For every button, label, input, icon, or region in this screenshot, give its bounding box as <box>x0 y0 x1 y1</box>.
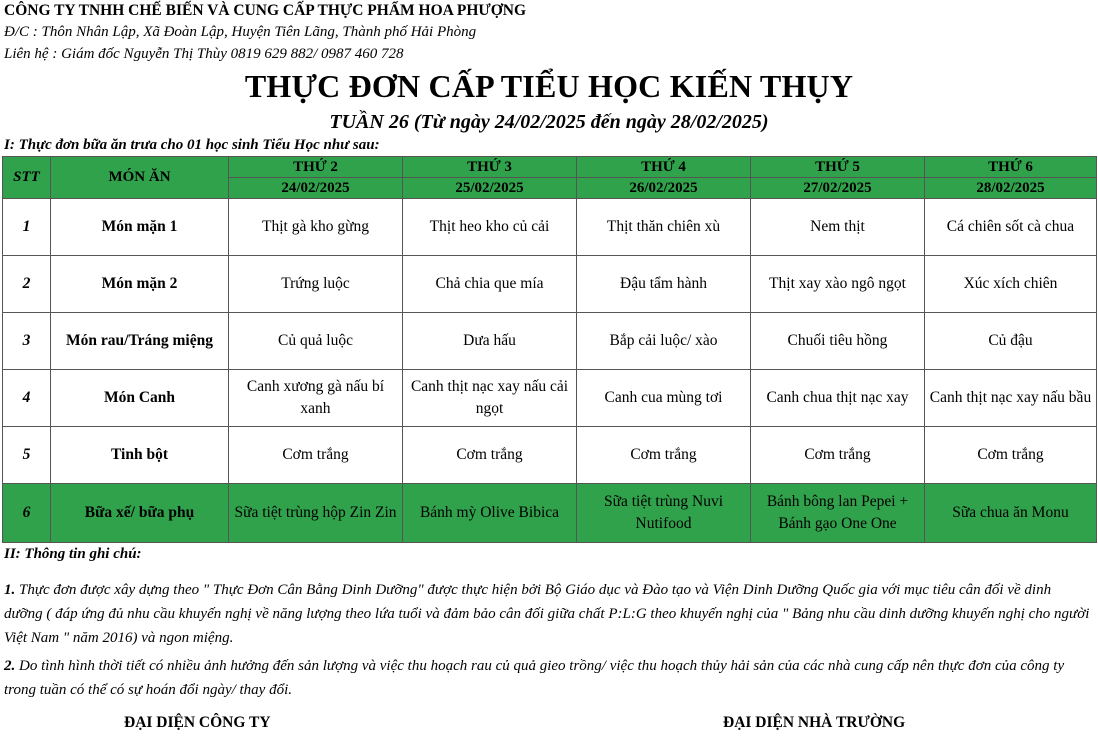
menu-cell: Củ quả luộc <box>229 313 403 370</box>
menu-cell: Thịt xay xào ngô ngọt <box>751 256 925 313</box>
menu-cell: Bắp cải luộc/ xào <box>577 313 751 370</box>
dish-category: Món mặn 2 <box>51 256 229 313</box>
menu-cell: Dưa hấu <box>403 313 577 370</box>
date-header: 28/02/2025 <box>925 178 1097 199</box>
menu-cell: Canh chua thịt nạc xay <box>751 370 925 427</box>
menu-cell: Củ đậu <box>925 313 1097 370</box>
menu-cell: Thịt heo kho củ cải <box>403 199 577 256</box>
menu-cell: Đậu tẩm hành <box>577 256 751 313</box>
menu-cell: Cơm trắng <box>751 427 925 484</box>
school-signature-label: ĐẠI DIỆN NHÀ TRƯỜNG <box>723 714 906 731</box>
table-row <box>3 370 1097 427</box>
date-header: 24/02/2025 <box>229 178 403 199</box>
menu-cell: Canh thịt nạc xay nấu bầu <box>925 370 1097 427</box>
date-header: 27/02/2025 <box>751 178 925 199</box>
row-number: 4 <box>3 370 51 427</box>
menu-cell: Canh cua mùng tơi <box>577 370 751 427</box>
menu-cell: Cơm trắng <box>229 427 403 484</box>
menu-cell: Thịt gà kho gừng <box>229 199 403 256</box>
company-address: Đ/C : Thôn Nhân Lập, Xã Đoàn Lập, Huyện Tiên Lãng, Thành phố Hải Phòng <box>4 24 477 40</box>
table-row <box>3 313 1097 370</box>
day-header: THỨ 2 <box>229 157 403 178</box>
table-row <box>3 427 1097 484</box>
menu-cell: Bánh mỳ Olive Bibica <box>403 484 577 543</box>
menu-cell: Cơm trắng <box>577 427 751 484</box>
date-header: 26/02/2025 <box>577 178 751 199</box>
section-1-heading: I: Thực đơn bữa ăn trưa cho 01 học sinh Tiểu Học như sau: <box>4 137 380 153</box>
menu-cell: Chuối tiêu hồng <box>751 313 925 370</box>
menu-cell: Sữa tiệt trùng hộp Zin Zin <box>229 484 403 543</box>
dish-category: Tinh bột <box>51 427 229 484</box>
dish-category: Món Canh <box>51 370 229 427</box>
menu-cell: Trứng luộc <box>229 256 403 313</box>
note-1 <box>4 578 1092 650</box>
day-header: THỨ 5 <box>751 157 925 178</box>
table-row <box>3 256 1097 313</box>
day-header: THỨ 4 <box>577 157 751 178</box>
row-number: 6 <box>3 484 51 543</box>
menu-cell: Thịt thăn chiên xù <box>577 199 751 256</box>
dish-header: MÓN ĂN <box>51 157 229 199</box>
menu-cell: Chả chia que mía <box>403 256 577 313</box>
date-header: 25/02/2025 <box>403 178 577 199</box>
company-signature-label: ĐẠI DIỆN CÔNG TY <box>124 714 271 731</box>
menu-table <box>2 156 1097 543</box>
note-2-number: 2. <box>4 658 16 674</box>
row-number: 1 <box>3 199 51 256</box>
row-number: 3 <box>3 313 51 370</box>
menu-cell: Sữa tiệt trùng Nuvi Nutifood <box>577 484 751 543</box>
menu-cell: Cơm trắng <box>403 427 577 484</box>
page-title: THỰC ĐƠN CẤP TIỂU HỌC KIẾN THỤY <box>244 68 854 104</box>
dish-category: Món rau/Tráng miệng <box>51 313 229 370</box>
menu-cell: Cơm trắng <box>925 427 1097 484</box>
dish-category: Bữa xế/ bữa phụ <box>51 484 229 543</box>
menu-cell: Xúc xích chiên <box>925 256 1097 313</box>
company-contact: Liên hệ : Giám đốc Nguyễn Thị Thùy 0819 629 882/ 0987 460 728 <box>4 46 404 62</box>
day-header: THỨ 6 <box>925 157 1097 178</box>
menu-cell: Nem thịt <box>751 199 925 256</box>
dish-category: Món mặn 1 <box>51 199 229 256</box>
company-name: CÔNG TY TNHH CHẾ BIẾN VÀ CUNG CẤP THỰC PHẨM HOA PHƯỢNG <box>4 2 527 19</box>
menu-cell: Bánh bông lan Pepei + Bánh gạo One One <box>751 484 925 543</box>
row-number: 2 <box>3 256 51 313</box>
table-row <box>3 199 1097 256</box>
table-row <box>3 484 1097 543</box>
note-2-text: Do tình hình thời tiết có nhiều ảnh hưởng đến sản lượng và việc thu hoạch rau củ quả gieo trồng/ việc thu hoạch thủy hải sản của các nhà cung cấp nên thực đơn của công ty trong tuần có thể có sự hoán đổi ngày/ thay đổi. <box>4 658 1065 698</box>
day-header: THỨ 3 <box>403 157 577 178</box>
menu-cell: Sữa chua ăn Monu <box>925 484 1097 543</box>
note-2 <box>4 654 1092 702</box>
menu-cell: Canh thịt nạc xay nấu cải ngọt <box>403 370 577 427</box>
section-2-heading: II: Thông tin ghi chú: <box>4 546 142 562</box>
note-1-number: 1. <box>4 582 16 598</box>
menu-cell: Canh xương gà nấu bí xanh <box>229 370 403 427</box>
stt-header: STT <box>3 157 51 199</box>
note-1-text: Thực đơn được xây dựng theo " Thực Đơn Cân Bằng Dinh Dưỡng" được thực hiện bởi Bộ Giáo dục và Đào tạo và Viện Dinh Dưỡng Quốc gia với mục tiêu cân đối về dinh dưỡng ( đáp ứng đủ nhu cầu khuyến nghị về năng lượng theo lứa tuổi và đảm bảo cân đối giữa chất P:L:G theo khuyến nghị của " Bảng nhu cầu dinh dưỡng khuyến nghị cho người Việt Nam " năm 2016) và ngon miệng. <box>4 582 1090 646</box>
row-number: 5 <box>3 427 51 484</box>
menu-cell: Cá chiên sốt cà chua <box>925 199 1097 256</box>
week-subtitle: TUẦN 26 (Từ ngày 24/02/2025 đến ngày 28/02/2025) <box>329 111 769 133</box>
